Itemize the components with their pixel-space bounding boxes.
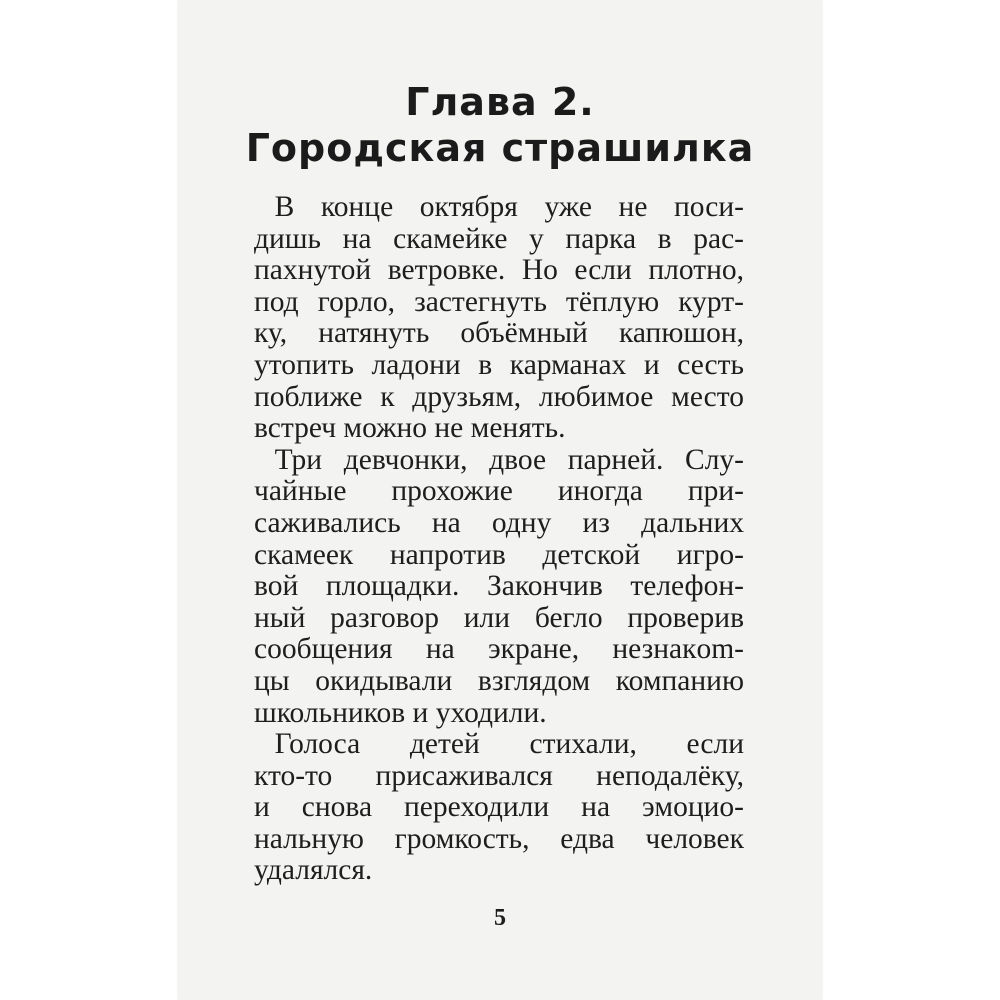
text-line: сообщения на экране, незнакom- bbox=[254, 633, 744, 666]
chapter-title: Городская страшилка bbox=[245, 126, 755, 170]
text-line: дишь на скамейке у парка в рас- bbox=[254, 222, 744, 255]
text-line: цы окидывали взглядом компанию bbox=[254, 664, 744, 697]
text-line: встреч можно не менять. bbox=[254, 412, 566, 445]
text-line: поближе к друзьям, любимое место bbox=[254, 380, 744, 413]
text-line: пахнутой ветровке. Но если плотно, bbox=[254, 254, 744, 287]
text-line: скамеек напротив детской игро- bbox=[254, 538, 744, 571]
text-line: Голоса детей стихали, если bbox=[274, 728, 744, 761]
text-line: Три девчонки, двое парней. Слу- bbox=[274, 443, 744, 476]
text-line: ку, натянуть объёмный капюшон, bbox=[254, 317, 744, 350]
text-line: кто-то присаживался неподалёку, bbox=[254, 759, 744, 792]
text-line: ный разговор или бегло проверив bbox=[254, 601, 744, 634]
body-text bbox=[254, 192, 744, 887]
chapter-heading: Глава 2. bbox=[405, 80, 595, 124]
text-line: вой площадки. Закончив телефон- bbox=[254, 570, 744, 603]
text-line: В конце октября уже не поси- bbox=[274, 191, 744, 223]
page-number: 5 bbox=[494, 905, 506, 931]
text-line: нальную громкость, едва человек bbox=[254, 822, 744, 855]
text-line: школьников и уходили. bbox=[254, 696, 547, 729]
text-line: и снова переходили на эмоцио- bbox=[254, 791, 744, 824]
text-line: под горло, застегнуть тёплую курт- bbox=[254, 285, 744, 318]
book-page bbox=[178, 0, 822, 1000]
text-line: утопить ладони в карманах и сесть bbox=[254, 348, 744, 381]
text-line: чайные прохожие иногда при- bbox=[254, 475, 744, 508]
text-line: удалялся. bbox=[254, 854, 373, 887]
text-line: саживались на одну из дальних bbox=[254, 506, 744, 539]
